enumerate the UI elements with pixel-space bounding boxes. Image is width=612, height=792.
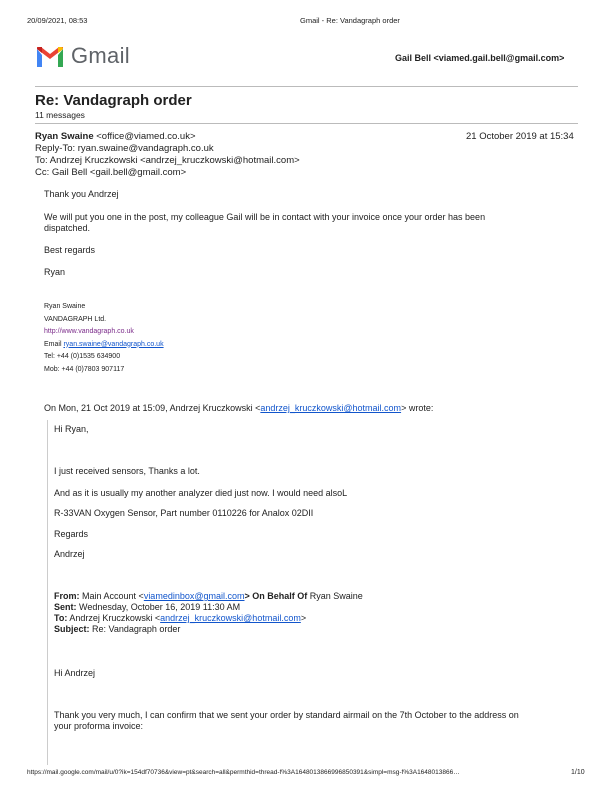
fwd-subject-label: Subject:	[54, 624, 90, 634]
sender-email: <office@viamed.co.uk>	[96, 131, 196, 142]
body-line-1: Thank you Andrzej	[44, 189, 119, 199]
fwd-to-close: >	[300, 613, 307, 623]
sig-website[interactable]: http://www.vandagraph.co.uk	[44, 328, 134, 335]
sig-tel: Tel: +44 (0)1535 634900	[44, 353, 121, 360]
sig-email-link[interactable]: ryan.swaine@vandagraph.co.uk	[63, 340, 164, 348]
sig-name: Ryan Swaine	[44, 303, 86, 310]
body-line-2: We will put you one in the post, my colleague Gail will be in contact with your invoice once your order has been	[44, 212, 486, 222]
page-number: 1/10	[571, 769, 585, 776]
reply-greeting: Hi Andrzej	[54, 668, 96, 678]
account-user: Gail Bell <viamed.gail.bell@gmail.com>	[395, 53, 565, 63]
thread-divider	[35, 123, 578, 124]
quoted-line-6: Andrzej	[54, 549, 85, 559]
fwd-sent	[54, 602, 240, 613]
cc-line: Cc: Gail Bell <gail.bell@gmail.com>	[35, 167, 187, 178]
fwd-to-name: Andrzej Kruczkowski <	[69, 613, 161, 623]
fwd-to-email[interactable]: andrzej_kruczkowski@hotmail.com	[160, 613, 301, 623]
sig-email-row	[44, 339, 164, 352]
reply-body-2: your proforma invoice:	[54, 721, 144, 731]
header-divider	[35, 86, 578, 87]
quote-intro	[44, 403, 433, 414]
quote-bar	[47, 420, 48, 765]
fwd-from	[54, 591, 363, 602]
quote-intro-email[interactable]: andrzej_kruczkowski@hotmail.com	[260, 403, 402, 413]
message-date: 21 October 2019 at 15:34	[466, 131, 574, 142]
quoted-line-2: I just received sensors, Thanks a lot.	[54, 466, 200, 476]
sig-mob: Mob: +44 (0)7803 907117	[44, 365, 125, 373]
fwd-subject-value: Re: Vandagraph order	[92, 624, 181, 634]
reply-body-1: Thank you very much, I can confirm that we sent your order by standard airmail on the 7th October to the address on	[54, 710, 519, 720]
gmail-logo[interactable]	[35, 45, 65, 74]
body-line-5: Ryan	[44, 267, 66, 277]
sig-email-label: Email	[44, 340, 62, 348]
fwd-subject	[54, 624, 180, 635]
fwd-sent-value: Wednesday, October 16, 2019 11:30 AM	[79, 602, 241, 612]
fwd-behalf: > On Behalf Of	[244, 591, 308, 601]
print-url: https://mail.google.com/mail/u/0?ik=154df70736&view=pt&search=all&permthid=thread-f%3A1648013866996850391&simpl=msg-f%3A1648013866…	[27, 769, 460, 776]
fwd-to	[54, 613, 306, 624]
body-line-4: Best regards	[44, 245, 96, 255]
fwd-sent-label: Sent:	[54, 602, 77, 612]
quoted-line-3: And as it is usually my another analyzer died just now. I would need alsoL	[54, 488, 348, 498]
thread-count: 11 messages	[35, 110, 85, 120]
reply-to: Reply-To: ryan.swaine@vandagraph.co.uk	[35, 143, 214, 154]
fwd-from-label: From:	[54, 591, 80, 601]
fwd-from-email[interactable]: viamedinbox@gmail.com	[143, 591, 245, 601]
body-line-3: dispatched.	[44, 223, 91, 233]
message-sender	[35, 131, 196, 142]
quote-intro-suffix: > wrote:	[401, 403, 434, 413]
signature	[44, 301, 164, 376]
quoted-line-4: R-33VAN Oxygen Sensor, Part number 0110226 for Analox 02DII	[54, 508, 314, 518]
gmail-logo-icon	[35, 45, 65, 69]
quoted-line-5: Regards	[54, 529, 89, 539]
quoted-line-1: Hi Ryan,	[54, 424, 89, 434]
quote-intro-prefix: On Mon, 21 Oct 2019 at 15:09, Andrzej Kruczkowski <	[44, 403, 261, 413]
print-title: Gmail - Re: Vandagraph order	[300, 16, 400, 25]
to-line: To: Andrzej Kruczkowski <andrzej_kruczkowski@hotmail.com>	[35, 155, 300, 166]
print-datetime: 20/09/2021, 08:53	[27, 16, 88, 25]
fwd-behalf-name: Ryan Swaine	[309, 591, 363, 601]
thread-subject: Re: Vandagraph order	[35, 92, 192, 109]
sig-company: VANDAGRAPH Ltd.	[44, 315, 107, 323]
gmail-wordmark: Gmail	[71, 43, 130, 68]
fwd-to-label: To:	[54, 613, 68, 623]
sender-name: Ryan Swaine	[35, 131, 94, 142]
fwd-from-name: Main Account <	[82, 591, 144, 601]
